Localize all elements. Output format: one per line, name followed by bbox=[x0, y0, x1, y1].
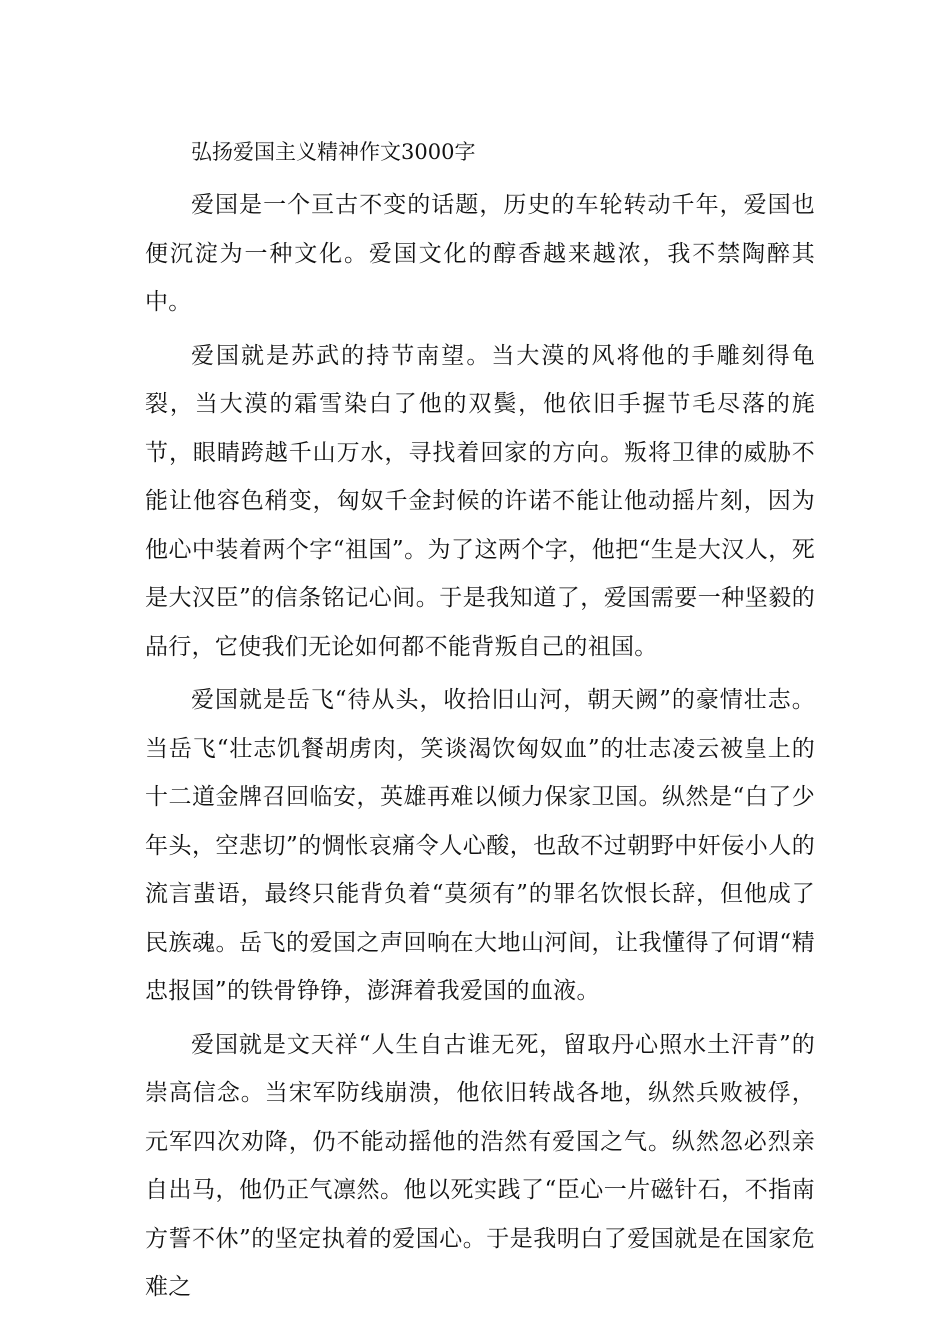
paragraph-1: 爱国是一个亘古不变的话题，历史的车轮转动千年，爱国也便沉淀为一种文化。爱国文化的醇香越来越浓，我不禁陶醉其中。 bbox=[145, 192, 815, 315]
essay-body bbox=[145, 128, 815, 1312]
paragraph-4: 爱国就是文天祥“人生自古谁无死，留取丹心照水土汗青”的崇高信念。当宋军防线崩溃，他依旧转战各地，纵然兵败被俘，元军四次劝降，仍不能动摇他的浩然有爱国之气。纵然忽必烈亲自出马，他仍正气凛然。他以死实践了“臣心一片磁针石，不指南方誓不休”的坚定执着的爱国心。于是我明白了爱国就是在国家危难之 bbox=[145, 1031, 815, 1300]
paragraph-2: 爱国就是苏武的持节南望。当大漠的风将他的手雕刻得龟裂，当大漠的霜雪染白了他的双鬓，他依旧手握节毛尽落的旄节，眼睛跨越千山万水，寻找着回家的方向。叛将卫律的威胁不能让他容色稍变，匈奴千金封候的许诺不能让他动摇片刻，因为他心中装着两个字“祖国”。为了这两个字，他把“生是大汉人，死是大汉臣”的信条铭记心间。于是我知道了，爱国需要一种坚毅的品行，它使我们无论如何都不能背叛自己的祖国。 bbox=[145, 342, 815, 660]
paragraph-3: 爱国就是岳飞“待从头，收拾旧山河，朝天阙”的豪情壮志。当岳飞“壮志饥餐胡虏肉，笑谈渴饮匈奴血”的壮志凌云被皇上的十二道金牌召回临安，英雄再难以倾力保家卫国。纵然是“白了少年头，空悲切”的惆怅哀痛令人心酸，也敌不过朝野中奸佞小人的流言蜚语，最终只能背负着“莫须有”的罪名饮恨长辞，但他成了民族魂。岳飞的爱国之声回响在大地山河间，让我懂得了何谓“精忠报国”的铁骨铮铮，澎湃着我爱国的血液。 bbox=[145, 687, 815, 1004]
essay-title: 弘扬爱国主义精神作文3000字 bbox=[191, 140, 476, 164]
